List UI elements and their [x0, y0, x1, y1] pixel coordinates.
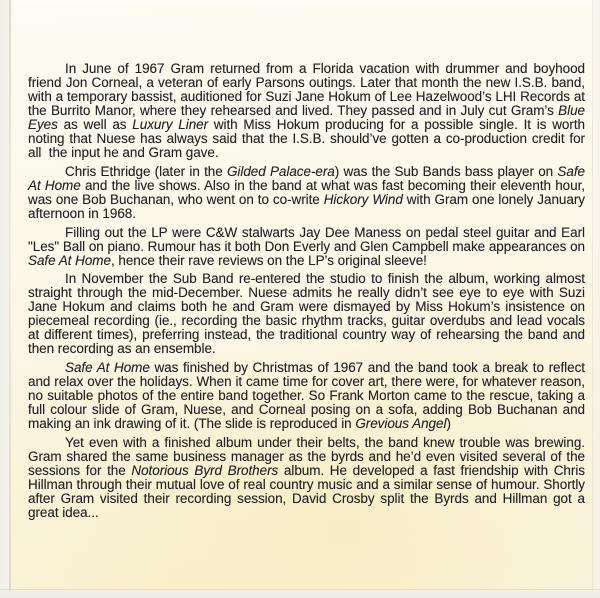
italic-title: Hickory Wind [323, 191, 403, 207]
paragraph: Safe At Home was finished by Christmas of 1967 and the band took a break to reflect and relax over the holidays. When it came time for cover art, there were, for whatever reason, no suitable photos of the entire band together. So Frank Morton came to the rescue, taking a full colour slide of Gram, Nuese, and Corneal posing on a sofa, adding Bob Buchanan and making an ink drawing of it. (The slide is reproduced in Grevious Angel) [28, 359, 585, 432]
italic-title: Grevious Angel [355, 416, 447, 432]
italic-title: Safe At Home [28, 163, 585, 193]
scan-edge-bottom [0, 589, 600, 598]
scan-edge-left [0, 0, 14, 598]
paragraph: Yet even with a finished album under their belts, the band knew trouble was brewing. Gram shared the same business manager as the byrds and he’d even visited several of the sessions for the Notorious Byrd Brothers album. He developed a fast friendship with Chris Hillman through their mutual love of real country music and a similar sense of humour. Shortly after Gram visited their recording session, David Crosby split the Byrds and Hillman got a great idea... [28, 434, 585, 520]
paragraph: In June of 1967 Gram returned from a Florida vacation with drummer and boyhood friend Jon Corneal, a veteran of early Parsons outings. Later that month the new I.S.B. band, with a temporary bassist, auditioned for Suzi Jane Hokum of Lee Hazelwood’s LHI Records at the Burrito Manor, where they rehearsed and lived. They passed and in July cut Gram’s Blue Eyes as well as Luxury Liner with Miss Hokum producing for a possible single. It is worth noting that Nuese has always said that the I.S.B. should’ve gotten a co-production credit for all the input he and Gram gave. [28, 61, 585, 161]
scan-crease-left [9, 0, 11, 598]
italic-title: Luxury Liner [132, 117, 209, 133]
italic-title: Notorious Byrd Brothers [131, 462, 279, 478]
scan-edge-top [0, 0, 600, 5]
italic-title: Blue Eyes [28, 103, 585, 133]
paragraph: In November the Sub Band re-entered the studio to finish the album, working almost straight through the mid-December. Nuese admits he really didn’t see eye to eye with Suzi Jane Hokum and claims both he and Gram were dismayed by Miss Hokum’s insistence on piecemeal recording (ie., recording the basic rhythm tracks, guitar overdubs and lead vocals at different times), preferring instead, the traditional country way of rehearsing the band and then recording as an ensemble. [28, 271, 585, 357]
italic-title: Safe At Home [65, 359, 150, 375]
paragraph: Filling out the LP were C&W stalwarts Jay Dee Maness on pedal steel guitar and Earl "Les" Ball on piano. Rumour has it both Don Everly and Glen Campbell make appearances on Safe At Home, hence their rave reviews on the LP’s original sleeve! [28, 224, 585, 268]
italic-title: Safe At Home [28, 252, 111, 268]
liner-notes-text [28, 62, 585, 524]
scan-crease-right [592, 0, 593, 598]
paragraph: Chris Ethridge (later in the Gilded Palace-era) was the Sub Bands bass player on Safe At Home and the live shows. Also in the band at what was fast becoming their eleventh hour, was one Bob Buchanan, who went on to co-write Hickory Wind with Gram one lonely January afternoon in 1968. [28, 163, 585, 221]
italic-title: Gilded Palace-era [226, 163, 335, 179]
